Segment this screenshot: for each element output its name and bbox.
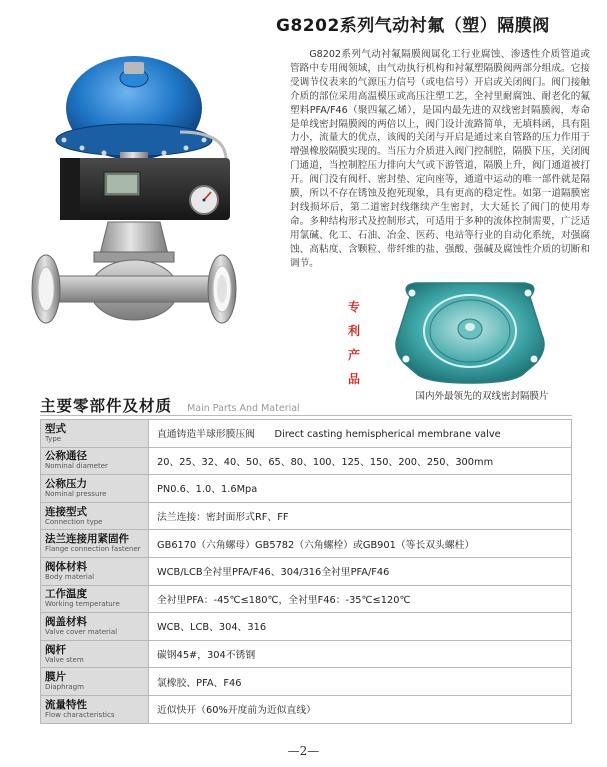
row-label bbox=[41, 475, 149, 503]
row-value: 20、25、32、40、50、65、80、100、125、150、200、250、300mm bbox=[149, 447, 572, 475]
row-label-cn: 阀体材料 bbox=[45, 560, 87, 573]
page-title: G8202系列气动衬氟（塑）隔膜阀 bbox=[276, 16, 550, 36]
row-label-cn: 公称通径 bbox=[45, 450, 87, 463]
table-row bbox=[41, 557, 572, 585]
row-label bbox=[41, 420, 149, 448]
row-value: 氯橡胶、PFA、F46 bbox=[149, 668, 572, 696]
row-label-cn: 流量特性 bbox=[45, 698, 87, 711]
table-row bbox=[41, 420, 572, 448]
patent-char: 品 bbox=[347, 372, 360, 386]
row-label-en: Type bbox=[45, 434, 62, 443]
row-label bbox=[41, 695, 149, 723]
row-label-en: Working temperature bbox=[45, 600, 120, 609]
row-label-en: Nominal diameter bbox=[45, 462, 108, 471]
table-row bbox=[41, 613, 572, 641]
row-label-cn: 工作温度 bbox=[45, 588, 87, 601]
row-value: WCB/LCB全衬里PFA/F46、304/316全衬里PFA/F46 bbox=[149, 557, 572, 585]
row-value: 近似快开（60%开度前为近似直线） bbox=[149, 695, 572, 723]
table-row bbox=[41, 530, 572, 558]
row-label-en: Body material bbox=[45, 572, 95, 581]
table-row bbox=[41, 695, 572, 723]
row-value: 法兰连接：密封面形式RF、FF bbox=[149, 502, 572, 530]
parts-material-table bbox=[40, 419, 572, 724]
diaphragm-icon bbox=[390, 275, 550, 385]
row-label bbox=[41, 530, 149, 558]
patent-char: 产 bbox=[347, 348, 360, 362]
row-label-en: Flange connection fastener bbox=[45, 545, 141, 554]
parts-title-en: Main Parts And Material bbox=[187, 403, 300, 414]
table-row bbox=[41, 475, 572, 503]
row-value: 全衬里PFA：-45℃≤180℃，全衬里F46：-35℃≤120℃ bbox=[149, 585, 572, 613]
table-row bbox=[41, 502, 572, 530]
row-label bbox=[41, 668, 149, 696]
patent-char: 专 bbox=[347, 300, 360, 314]
row-label-cn: 阀杆 bbox=[45, 643, 66, 656]
row-label-en: Nominal pressure bbox=[45, 489, 107, 498]
intro-paragraph: G8202系列气动衬氟隔膜阀属化工行业腐蚀、渗透性介质管道或管路中专用阀领域，由气动执行机构和衬氟塑隔膜阀两部分组成。它接受调节仪表来的气源压力信号（或电信号）开启或关闭阀门。阀门接触介质的部位采用高温模压或高压注塑工艺，全衬里耐腐蚀、耐老化的氟塑料PFA/F46（聚四氟乙烯），是国内最先进的双线密封隔膜阀，寿命是单线密封隔膜阀的两倍以上，阀门设计流路简单，无填料函，具有阻力小，流量大的优点，该阀的关闭与开启是通过来自管路的压力作用于增强橡胶隔膜实现的。当压力介质进入阀门控制腔，隔膜下压，关闭阀门通道，当控制腔压力排向大气或下游管道，隔膜上升，阀门通道被打开。阀门没有阀杆、密封垫、定向座等，通道中运动的唯一部件就是隔膜，所以不存在锈蚀及抱死现象，具有更高的稳定性。如第一道隔膜密封线损坏后，第二道密封线继续产生密封，大大延长了阀门的使用寿命。多种结构形式及控制形式，可适用于多种的流体控制需要，广泛适用氯碱、化工、石油、冶金、医药、电站等行业的自动化系统，对强腐蚀、高粘度、含颗粒、带纤维的盐、强酸、强碱及腐蚀性介质的切断和调节。 bbox=[290, 49, 590, 269]
row-value: GB6170（六角螺母）GB5782（六角螺栓）或GB901（等长双头螺柱） bbox=[149, 530, 572, 558]
row-label-cn: 连接型式 bbox=[45, 505, 87, 518]
row-label-cn: 法兰连接用紧固件 bbox=[45, 533, 129, 546]
table-row bbox=[41, 640, 572, 668]
row-label-cn: 型式 bbox=[45, 422, 66, 435]
row-label-cn: 公称压力 bbox=[45, 477, 87, 490]
parts-title-cn: 主要零部件及材质 bbox=[40, 397, 173, 415]
row-label-en: Flow characteristics bbox=[45, 710, 115, 719]
table-row bbox=[41, 447, 572, 475]
row-label-cn: 膜片 bbox=[45, 671, 66, 684]
pneumatic-diaphragm-valve-image bbox=[12, 40, 282, 370]
row-label bbox=[41, 585, 149, 613]
row-value: WCB、LCB、304、316 bbox=[149, 613, 572, 641]
row-label bbox=[41, 640, 149, 668]
row-value: 直通铸造半球形膜压阀 Direct casting hemispherical membrane valve bbox=[149, 420, 572, 448]
row-label bbox=[41, 557, 149, 585]
row-label-en: Valve stem bbox=[45, 655, 84, 664]
table-row bbox=[41, 668, 572, 696]
row-label-en: Valve cover material bbox=[45, 627, 118, 636]
row-label-en: Diaphragm bbox=[45, 683, 84, 692]
row-value: 碳钢45#，304不锈钢 bbox=[149, 640, 572, 668]
row-label-en: Connection type bbox=[45, 517, 103, 526]
row-label bbox=[41, 502, 149, 530]
diaphragm-caption: 国内外最领先的双线密封隔膜片 bbox=[415, 391, 549, 402]
table-row bbox=[41, 585, 572, 613]
parts-heading bbox=[40, 394, 300, 416]
diaphragm-illustration bbox=[390, 275, 550, 385]
row-label bbox=[41, 613, 149, 641]
row-label-cn: 阀盖材料 bbox=[45, 615, 87, 628]
patent-product-label bbox=[342, 295, 366, 391]
page-number: —2— bbox=[287, 744, 320, 758]
valve-illustration bbox=[12, 40, 282, 370]
row-label bbox=[41, 447, 149, 475]
patent-char: 利 bbox=[347, 324, 360, 338]
row-value: PN0.6、1.0、1.6Mpa bbox=[149, 475, 572, 503]
heading-divider bbox=[40, 415, 572, 416]
